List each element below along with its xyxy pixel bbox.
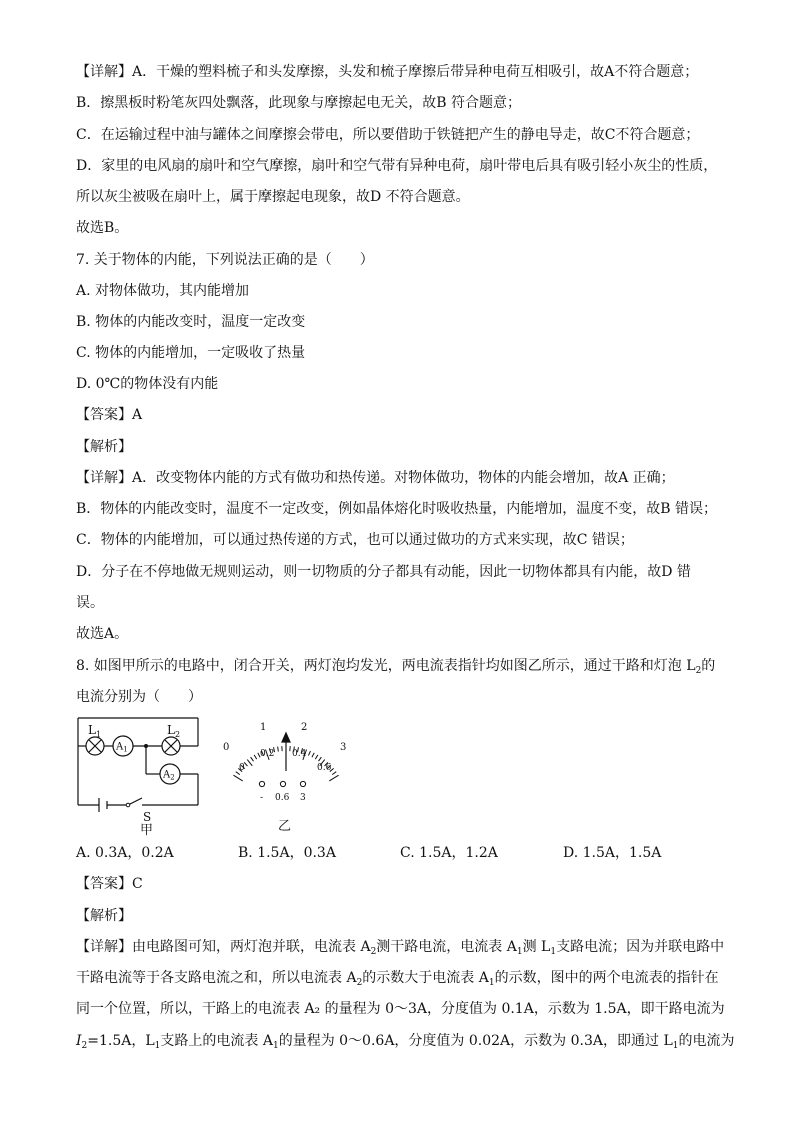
option-d: D. 0℃的物体没有内能 bbox=[76, 376, 219, 392]
text-line: C．在运输过程中油与罐体之间摩擦会带电，所以要借助于铁链把产生的静电导走，故C不符合题意； bbox=[76, 127, 700, 143]
text-line: 电流分别为（ ） bbox=[76, 689, 202, 705]
lamp-l1-label: $L_1$ bbox=[88, 723, 102, 739]
text-line: 故选B。 bbox=[76, 220, 129, 236]
bottom-scale-label: 0.2 bbox=[260, 749, 275, 759]
dial-tick bbox=[247, 760, 252, 766]
top-scale-label: 3 bbox=[340, 742, 347, 753]
text-line: 【详解】A．改变物体内能的方式有做功和热传递。对物体做功，物体的内能会增加，故A 正确； bbox=[76, 470, 675, 486]
terminal-label: - bbox=[260, 793, 264, 803]
dial-tick bbox=[332, 772, 336, 775]
figure-caption-jia: 甲 bbox=[140, 823, 154, 838]
ammeter-pointer bbox=[282, 733, 290, 771]
lamp-l2-icon bbox=[162, 737, 180, 755]
text-line: C．物体的内能增加，可以通过热传递的方式，也可以通过做功的方式来实现，故C 错误； bbox=[76, 532, 634, 548]
bottom-scale-label: 0.4 bbox=[292, 749, 307, 759]
top-scale-label: 0 bbox=[223, 742, 230, 753]
dial-tick bbox=[308, 751, 310, 756]
option-b: B. 1.5A，0.3A bbox=[238, 845, 336, 861]
text-line: D．分子在不停地做无规则运动，则一切物质的分子都具有动能，因此一切物体都具有内能，故D 错 bbox=[76, 564, 691, 580]
dial-tick bbox=[315, 755, 318, 759]
lamp-l2-label: $L_2$ bbox=[167, 723, 181, 739]
text-line: D．家里的电风扇的扇叶和空气摩擦，扇叶和空气带有异种电荷，扇叶带电后具有吸引轻小灰尘的性质， bbox=[76, 158, 718, 174]
option-b: B. 物体的内能改变时，温度一定改变 bbox=[76, 314, 306, 330]
figure-caption-yi: 乙 bbox=[278, 819, 292, 834]
dial-tick bbox=[254, 755, 257, 759]
text-line: B．擦黑板时粉笔灰四处飘落，此现象与摩擦起电无关，故B 符合题意； bbox=[76, 95, 522, 111]
option-a: A. 对物体做功，其内能增加 bbox=[76, 283, 250, 299]
question-8-stem: 8. 如图甲所示的电路中，闭合开关，两灯泡均发光，两电流表指针均如图乙所示，通过干路和灯泡 $L_2$的 bbox=[76, 658, 716, 676]
terminal-3 bbox=[300, 781, 305, 786]
analysis-label: 【解析】 bbox=[76, 439, 132, 455]
terminal-0-6 bbox=[280, 781, 285, 786]
dial-tick bbox=[329, 775, 338, 781]
text-line: 【详解】A．干燥的塑料梳子和头发摩擦，头发和梳子摩擦后带异种电荷互相吸引，故A不符合题意； bbox=[76, 64, 699, 80]
dial-tick bbox=[319, 757, 322, 761]
dial-tick bbox=[233, 775, 242, 781]
terminal-label: 0.6 bbox=[275, 793, 290, 803]
lamp-l1-icon bbox=[86, 737, 104, 755]
analysis-label: 【解析】 bbox=[76, 908, 132, 924]
text-line: 干路电流等于各支路电流之和，所以电流表 $A_2$的示数大于电流表 $A_1$的示数，图中的两个电流表的指针在 bbox=[76, 970, 719, 988]
junction-dot bbox=[144, 744, 148, 748]
option-d: D. 1.5A，1.5A bbox=[563, 845, 662, 861]
text-line: B．物体的内能改变时，温度不一定改变，例如晶体熔化时吸收热量，内能增加，温度不变，故B 错误； bbox=[76, 501, 718, 517]
bottom-scale-label: 0.6 bbox=[317, 763, 332, 773]
top-scale-label: 2 bbox=[301, 722, 308, 733]
text-line: 故选A。 bbox=[76, 626, 129, 642]
text-line: 所以灰尘被吸在扇叶上，属于摩擦起电现象，故D 不符合题意。 bbox=[76, 189, 470, 205]
dial-tick bbox=[278, 747, 279, 752]
text-line: 误。 bbox=[76, 595, 104, 611]
ammeter-a2-label: $A_2$ bbox=[163, 769, 175, 782]
terminal-label: 3 bbox=[300, 793, 306, 803]
answer-label: 【答案】C bbox=[76, 876, 143, 892]
circuit-diagram bbox=[70, 714, 210, 838]
dial-tick bbox=[312, 753, 314, 757]
switch-label: S bbox=[143, 810, 152, 824]
ammeter-a1-label: $A_1$ bbox=[116, 741, 128, 754]
option-a: A. 0.3A，0.2A bbox=[76, 845, 174, 861]
question-7-stem: 7. 关于物体的内能，下列说法正确的是（ ） bbox=[76, 252, 374, 268]
bottom-scale-label: 0 bbox=[239, 763, 245, 773]
text-line: $I_2=1.5A$，$L_1$支路上的电流表 $A_1$的量程为 0～0.6A，分度值为 0.02A，示数为 0.3A，即通过 $L_1$的电流为 bbox=[76, 1033, 735, 1051]
terminal-negative bbox=[259, 781, 264, 786]
text-line: 【详解】由电路图可知，两灯泡并联，电流表 $A_2$测干路电流，电流表 $A_1$测 $L_1$支路电流；因为并联电路中 bbox=[76, 939, 725, 957]
dial-tick bbox=[251, 757, 254, 761]
ammeter-dial bbox=[216, 716, 356, 838]
text-line: 同一个位置，所以，干路上的电流表 A₂ 的量程为 0～3A，分度值为 0.1A，示数为 1.5A，即干路电流为 bbox=[76, 1001, 725, 1017]
option-c: C. 1.5A，1.2A bbox=[400, 845, 498, 861]
top-scale-label: 1 bbox=[260, 722, 267, 733]
option-c: C. 物体的内能增加，一定吸收了热量 bbox=[76, 345, 306, 361]
answer-label: 【答案】A bbox=[76, 407, 143, 423]
